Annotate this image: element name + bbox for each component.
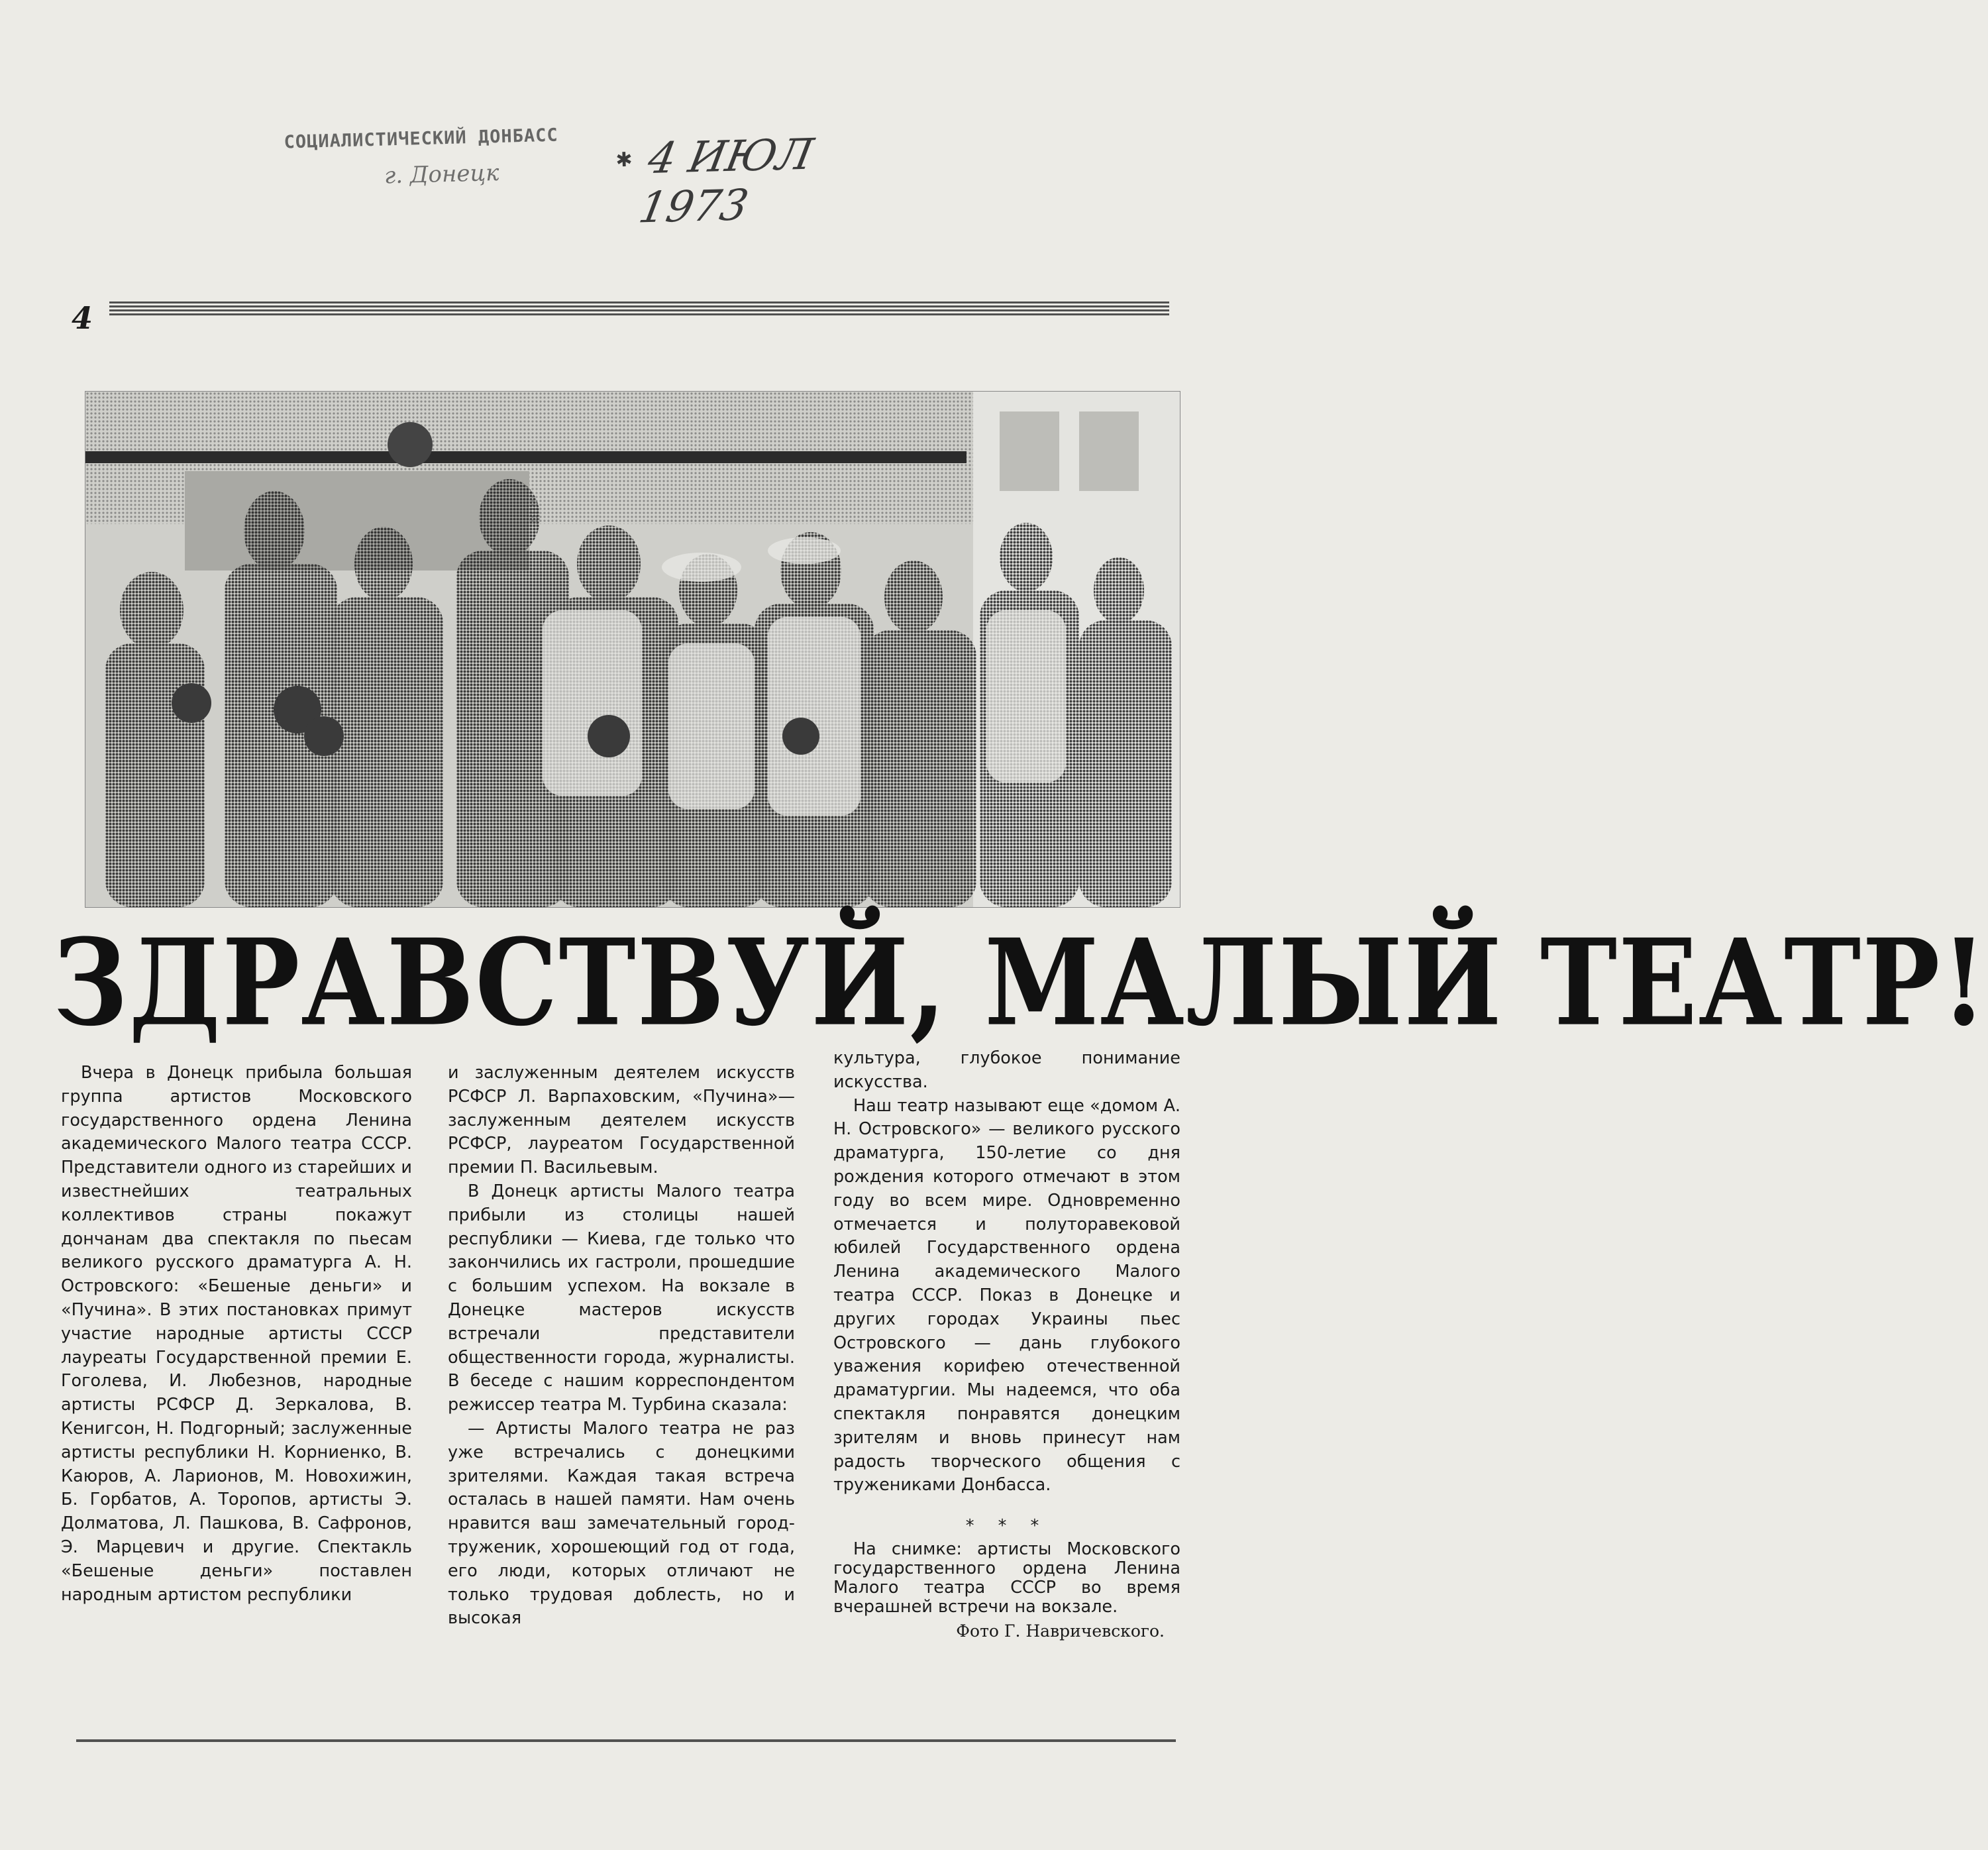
bottom-rule — [76, 1739, 1176, 1742]
stamp-city: г. Донецк — [384, 159, 499, 190]
article-paragraph: В Донецк артисты Малого театра прибыли из столицы нашей республики — Киева, где только что закончились их гастроли, прошедшие с большим успехом. На вокзале в Донецке мастеров искусств встречали представители общественности города, журналисты. В беседе с нашим корреспондентом режиссер театра М. Турбина сказала: — [448, 1181, 795, 1415]
photo-credit: Фото Г. Навричевского. — [956, 1621, 1165, 1641]
section-separator: * * * — [965, 1516, 1049, 1537]
stamp-mark: ✱ — [615, 148, 633, 172]
stamp-date: 4 ИЮЛ 1973 — [635, 130, 817, 233]
article-paragraph: и заслуженным деятелем искусств РСФСР Л. Варпаховским, «Пучина»—заслуженным деятелем искусств РСФСР, лауреатом Государственной премии П. Васильевым. — [448, 1063, 795, 1178]
top-rule — [109, 301, 1169, 316]
article-paragraph: — Артисты Малого театра не раз уже встречались с донецкими зрителями. Каждая такая встреча осталась в нашей памяти. Нам очень нравится ваш замечательный город-труженик, хорошеющий год от года, его люди, которых отличают не только трудовая доблесть, но и высокая — [448, 1418, 795, 1629]
article-paragraph: Вчера в Донецк прибыла большая группа артистов Московского государственного ордена Ленина академического Малого театра СССР. Представители одного из старейших и известнейших театральных коллективов страны покажут дончанам два спектакля по пьесам великого русского драматурга А. Н. Островского: «Бешеные деньги» и «Пучина». В этих постановках примут участие народные артисты СССР лауреаты Государственной премии Е. Гоголева, И. Любезнов, народные артисты РСФСР Д. Зеркалова, В. Кенигсон, Н. Подгорный; заслуженные артисты республики Н. Корниенко, В. Каюров, А. Ларионов, М. Новохижин, Б. Горбатов, А. Торопов, артисты Э. Долматова, Л. Пашкова, В. Сафронов, Э. Марцевич и другие. Спектакль «Бешеные деньги» поставлен народным артистом республики — [61, 1063, 412, 1605]
stamp-newspaper-name: СОЦИАЛИСТИЧЕСКИЙ ДОНБАСС — [284, 125, 559, 153]
article-paragraph: Наш театр называют еще «домом А. Н. Островского» — великого русского драматурга, 150-летие со дня рождения которого отмечают в этом году во всем мире. Одновременно отмечается и полуторавековой юбилей Государственного ордена Ленина академического Малого театра СССР. Показ в Донецке и других городах Украины пьес Островского — дань глубокого уважения корифею отечественной драматургии. Мы надеемся, что оба спектакля понравятся донецким зрителям и вновь принесут нам радость творческого общения с тружениками Донбасса. — [833, 1095, 1180, 1496]
article-paragraph: культура, глубокое понимание искусства. — [833, 1048, 1180, 1092]
photo-caption: На снимке: артисты Московского государственного ордена Ленина Малого театра СССР во время вчерашней встречи на вокзале. — [833, 1539, 1180, 1617]
article-headline: ЗДРАВСТВУЙ, МАЛЫЙ ТЕАТР! — [53, 912, 1988, 1053]
group-photo — [85, 391, 1180, 908]
page-number: 4 — [72, 300, 93, 336]
article-column-2 — [448, 1061, 795, 1631]
group-photo-icon — [85, 392, 1180, 907]
archive-stamp — [284, 108, 916, 237]
article-column-3 — [833, 1047, 1180, 1643]
article-column-1 — [61, 1061, 412, 1607]
